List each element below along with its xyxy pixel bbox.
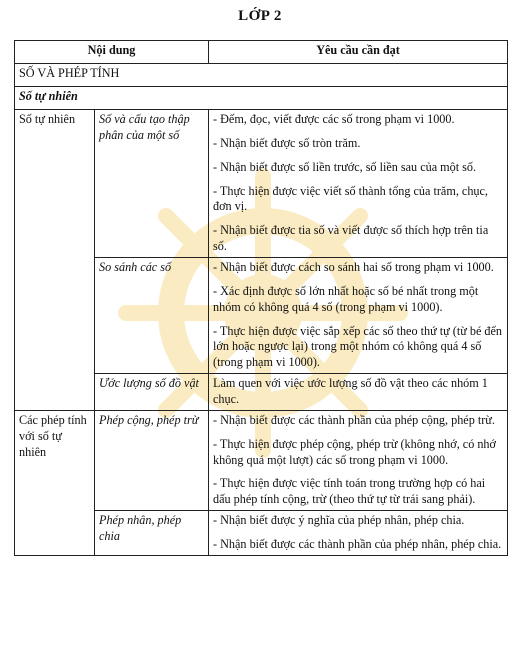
section-title: SỐ VÀ PHÉP TÍNH: [15, 64, 508, 87]
requirement-item: Làm quen với việc ước lượng số đồ vật theo các nhóm 1 chục.: [213, 376, 488, 407]
subtopic-cell: Ước lượng số đồ vật: [95, 374, 209, 411]
header-content: Nội dung: [15, 41, 209, 64]
requirement-item: - Nhận biết được cách so sánh hai số trong phạm vi 1000.: [213, 260, 494, 275]
requirement-item: - Nhận biết được các thành phần của phép nhân, phép chia.: [213, 537, 502, 552]
requirements-cell: [209, 511, 508, 556]
requirement-item: - Đếm, đọc, viết được các số trong phạm vi 1000.: [213, 112, 455, 126]
subtopic-cell: Phép cộng, phép trừ: [95, 410, 209, 510]
requirement-item: - Nhận biết được số tròn trăm.: [213, 135, 361, 150]
curriculum-table: [14, 40, 508, 556]
topic-cell: Các phép tính với số tự nhiên: [15, 410, 95, 555]
subtopic-cell: Số và cấu tạo thập phân của một số: [95, 110, 209, 258]
requirement-item: - Thực hiện được việc sắp xếp các số theo thứ tự (từ bé đến lớn hoặc ngược lại) trong một nhóm có không quá 4 số (trong phạm vi 1000).: [213, 323, 503, 370]
header-requirements: Yêu cầu cần đạt: [209, 41, 508, 64]
subsection-title: Số tự nhiên: [15, 87, 508, 110]
requirement-item: - Xác định được số lớn nhất hoặc số bé nhất trong một nhóm có không quá 4 số (trong phạm vi 1000).: [213, 283, 479, 314]
requirements-cell: [209, 374, 508, 411]
subtopic-cell: So sánh các số: [95, 258, 209, 374]
topic-cell: Số tự nhiên: [15, 110, 95, 411]
requirements-cell: [209, 258, 508, 374]
requirement-item: - Thực hiện được việc tính toán trong trường hợp có hai dấu phép tính cộng, trừ (theo thứ tự từ trái sang phải).: [213, 476, 486, 507]
subsection-row: [15, 87, 508, 110]
requirements-cell: [209, 410, 508, 510]
subtopic-cell: Phép nhân, phép chia: [95, 511, 209, 556]
requirement-item: - Thực hiện được việc viết số thành tổng của trăm, chục, đơn vị.: [213, 183, 488, 214]
table-row: [15, 410, 508, 510]
requirement-item: - Nhận biết được các thành phần của phép cộng, phép trừ.: [213, 412, 495, 427]
requirement-item: - Thực hiện được phép cộng, phép trừ (không nhớ, có nhớ không quá một lượt) các số trong phạm vi 1000.: [213, 436, 496, 467]
table-header-row: [15, 41, 508, 64]
page-title: LỚP 2: [238, 8, 282, 24]
requirement-item: - Nhận biết được tia số và viết được số thích hợp trên tia số.: [213, 223, 489, 254]
requirement-item: - Nhận biết được ý nghĩa của phép nhân, phép chia.: [213, 513, 465, 528]
requirements-cell: [209, 110, 508, 258]
section-row: [15, 64, 508, 87]
requirement-item: - Nhận biết được số liền trước, số liền sau của một số.: [213, 159, 477, 174]
table-row: [15, 110, 508, 258]
